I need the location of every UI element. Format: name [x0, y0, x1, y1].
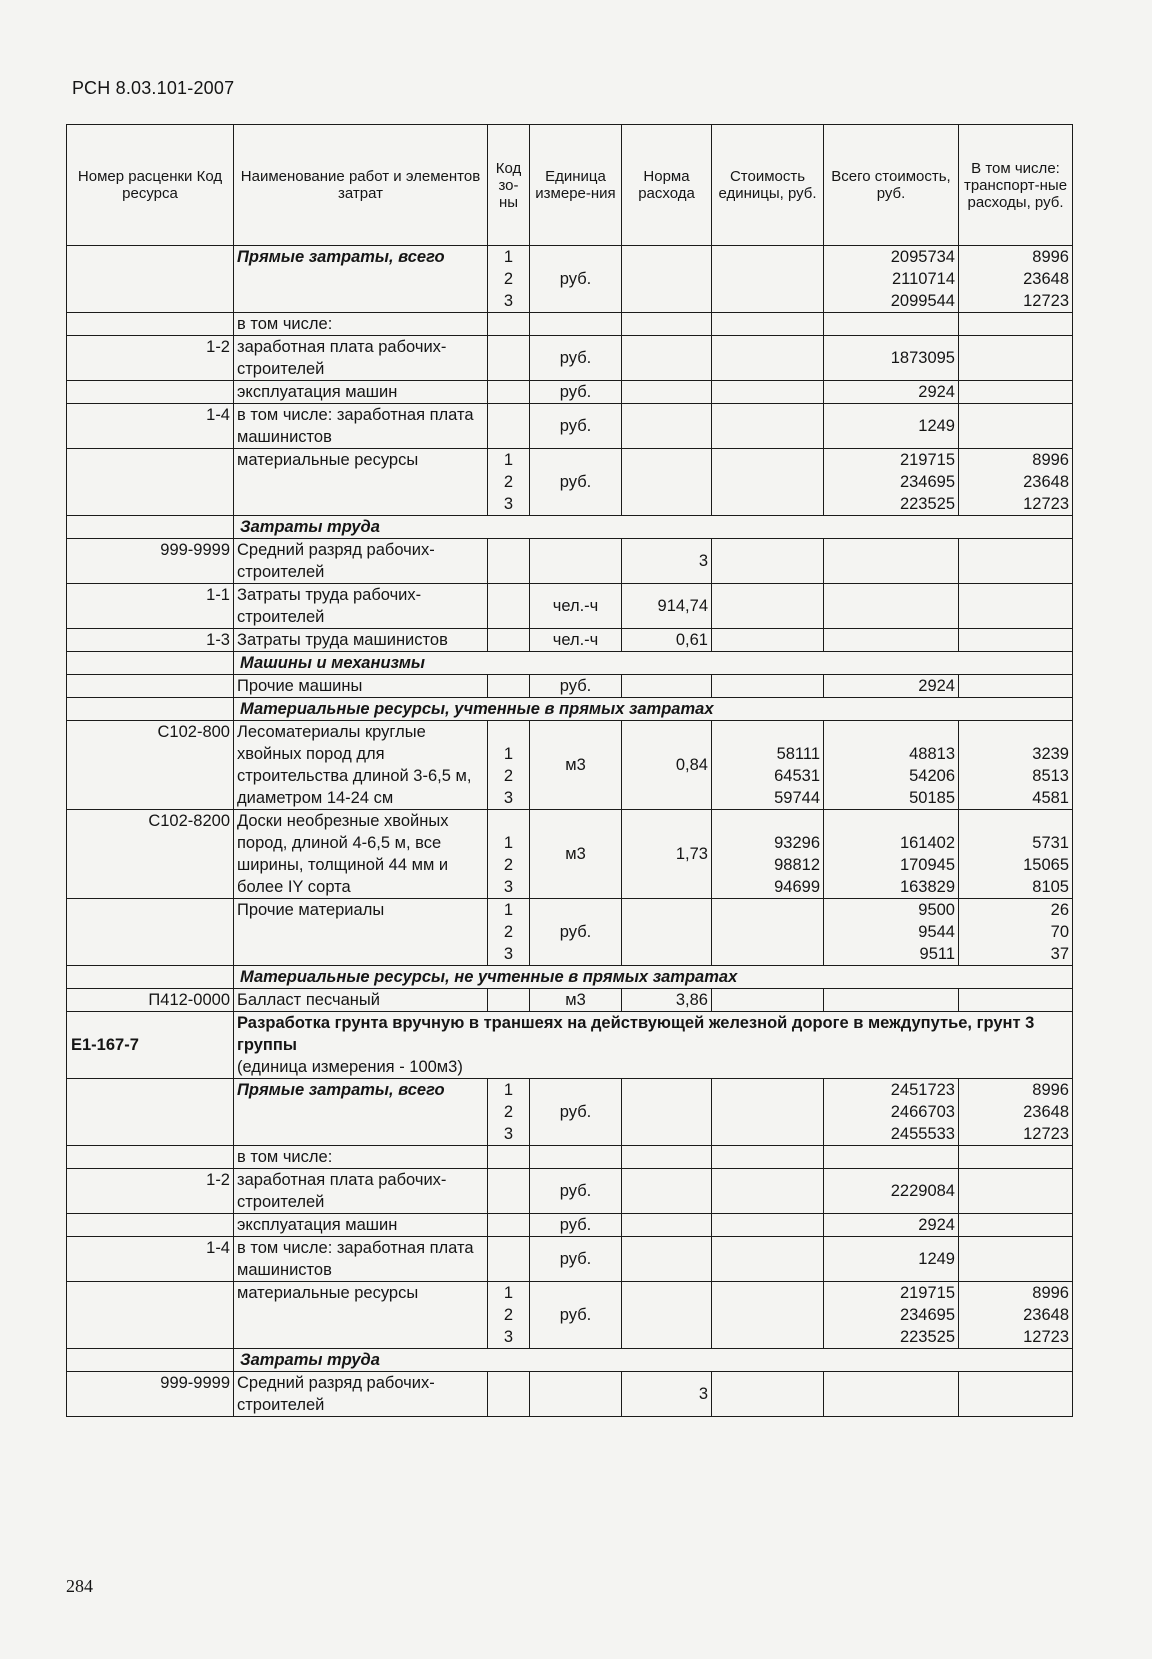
- table-row: 1-1 Затраты труда рабочих-строителей чел.-ч 914,74: [67, 584, 1073, 629]
- table-header-row: [67, 125, 1073, 246]
- table-row: материальные ресурсы 1 2 3 руб. 219715 234695 223525 8996 23648 12723: [67, 449, 1073, 516]
- col-header-zone: Код зо-ны: [488, 125, 530, 246]
- col-header-unit-cost: Стоимость единицы, руб.: [712, 125, 824, 246]
- job-code: Е1-167-7: [67, 1012, 234, 1079]
- table-row: 1-2 заработная плата рабочих-строителей руб. 2229084: [67, 1169, 1073, 1214]
- estimate-table: [66, 124, 1073, 1417]
- table-row: 1-4 в том числе: заработная плата машинистов руб. 1249: [67, 404, 1073, 449]
- col-header-name: Наименование работ и элементов затрат: [234, 125, 488, 246]
- section-row: [67, 516, 1073, 539]
- col-header-code: Номер расценки Код ресурса: [67, 125, 234, 246]
- section-title: Затраты труда: [234, 516, 1073, 539]
- table-row: 1-4 в том числе: заработная плата машинистов руб. 1249: [67, 1237, 1073, 1282]
- table-row: 1-3 Затраты труда машинистов чел.-ч 0,61: [67, 629, 1073, 652]
- table-row: 999-9999 Средний разряд рабочих-строителей 3: [67, 539, 1073, 584]
- table-row: С102-800 Лесоматериалы круглые хвойных пород для строительства длиной 3-6,5 м, диаметром 14-24 см 1 2 3 м3 0,84 58111 64531 59744 48813 54206 50185 3239 8513 4581: [67, 721, 1073, 810]
- document-header: РСН 8.03.101-2007: [72, 78, 235, 98]
- direct-costs-label: Прямые затраты, всего: [234, 246, 488, 313]
- table-row: С102-8200 Доски необрезные хвойных пород, длиной 4-6,5 м, все ширины, толщиной 44 мм и более IY сорта 1 2 3 м3 1,73 93296 98812 94699 161402 170945 163829 5731 15065 8105: [67, 810, 1073, 899]
- section-title: Материальные ресурсы, не учтенные в прямых затратах: [234, 966, 1073, 989]
- section-title: Затраты труда: [234, 1349, 1073, 1372]
- table-row: Прямые затраты, всего 1 2 3 руб. 2095734 2110714 2099544 8996 23648 12723: [67, 246, 1073, 313]
- section-row: [67, 1349, 1073, 1372]
- table-row: в том числе:: [67, 1146, 1073, 1169]
- table-row: П412-0000 Балласт песчаный м3 3,86: [67, 989, 1073, 1012]
- direct-costs-label: Прямые затраты, всего: [234, 1079, 488, 1146]
- section-title: Материальные ресурсы, учтенные в прямых затратах: [234, 698, 1073, 721]
- table-row: Прочие материалы 1 2 3 руб. 9500 9544 9511 26 70 37: [67, 899, 1073, 966]
- table-row: Прочие машины руб. 2924: [67, 675, 1073, 698]
- col-header-norm: Норма расхода: [622, 125, 712, 246]
- page-number: 284: [66, 1576, 93, 1596]
- col-header-transport: В том числе: транспорт-ные расходы, руб.: [959, 125, 1073, 246]
- col-header-total: Всего стоимость, руб.: [824, 125, 959, 246]
- table-row: в том числе:: [67, 313, 1073, 336]
- job-title-row: [67, 1012, 1073, 1079]
- job-title: Разработка грунта вручную в траншеях на действующей железной дороге в междупутье, грунт 3 группы: [237, 1014, 1035, 1054]
- table-row: Прямые затраты, всего 1 2 3 руб. 2451723 2466703 2455533 8996 23648 12723: [67, 1079, 1073, 1146]
- job-unit-note: (единица измерения - 100м3): [237, 1058, 463, 1076]
- section-row: [67, 652, 1073, 675]
- section-title: Машины и механизмы: [234, 652, 1073, 675]
- table-row: материальные ресурсы 1 2 3 руб. 219715 234695 223525 8996 23648 12723: [67, 1282, 1073, 1349]
- table-row: 999-9999 Средний разряд рабочих-строителей 3: [67, 1372, 1073, 1417]
- col-header-unit: Единица измере-ния: [530, 125, 622, 246]
- table-row: эксплуатация машин руб. 2924: [67, 381, 1073, 404]
- table-row: 1-2 заработная плата рабочих-строителей руб. 1873095: [67, 336, 1073, 381]
- table-row: эксплуатация машин руб. 2924: [67, 1214, 1073, 1237]
- section-row: [67, 698, 1073, 721]
- section-row: [67, 966, 1073, 989]
